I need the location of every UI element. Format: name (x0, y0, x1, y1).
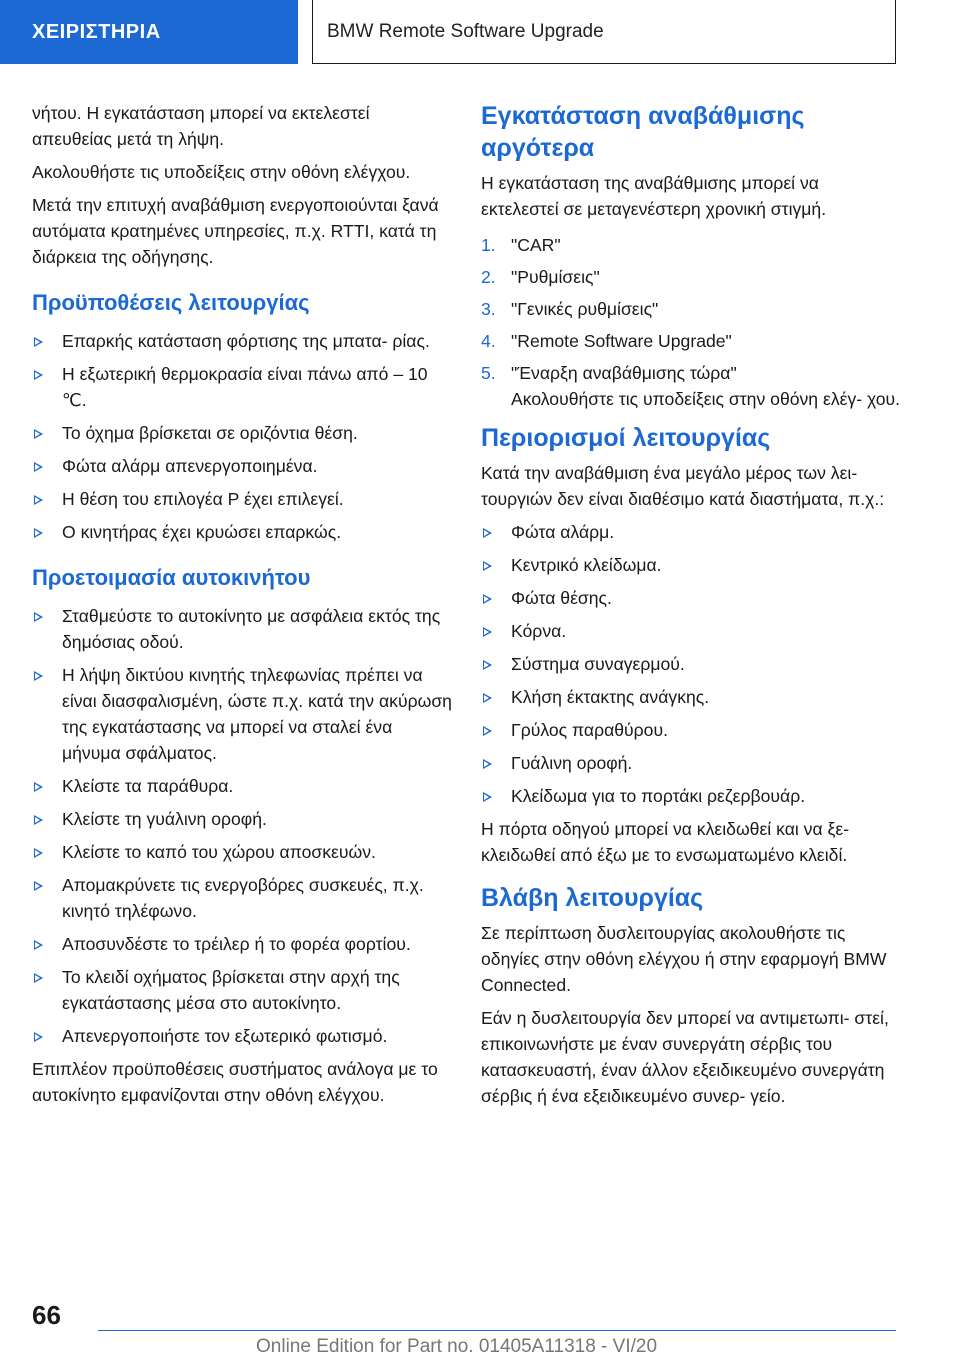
list-item-text: Η θέση του επιλογέα P έχει επιλεγεί. (62, 489, 344, 509)
list-item (32, 964, 452, 1016)
list-item-text: Κόρνα. (511, 621, 567, 641)
list-item-text: Απομακρύνετε τις ενεργοβόρες συσκευές, π.χ. κινητό τηλέφωνο. (62, 875, 424, 921)
header-title-box (312, 0, 896, 64)
list-item-text: Φώτα αλάρμ. (511, 522, 615, 542)
triangle-bullet-icon (483, 693, 492, 703)
triangle-bullet-icon (483, 726, 492, 736)
step-number: 1. (481, 235, 496, 255)
list-item (481, 651, 901, 677)
intro-paragraph-2: Ακολουθήστε τις υποδείξεις στην οθόνη ελέγχου. (32, 162, 411, 182)
step-text: "Γενικές ρυθμίσεις" (511, 299, 659, 319)
list-item (32, 486, 452, 512)
triangle-bullet-icon (483, 792, 492, 802)
step-number: 5. (481, 363, 496, 383)
step-number: 3. (481, 299, 496, 319)
fault-heading: Βλάβη λειτουργίας (481, 884, 704, 912)
list-item (32, 931, 452, 957)
triangle-bullet-icon (34, 370, 43, 380)
install-later-text: Η εγκατάσταση της αναβάθμισης μπορεί να εκτελεστεί σε μεταγενέστερη χρονική στιγμή. (481, 173, 827, 219)
triangle-bullet-icon (483, 759, 492, 769)
intro-paragraph-3: Μετά την επιτυχή αναβάθμιση ενεργοποιούνται ξανά αυτόματα κρατημένες υπηρεσίες, π.χ. RTTI, κατά τη διάρκεια της οδήγησης. (32, 195, 439, 267)
list-item (481, 750, 901, 776)
list-item-text: Το κλειδί οχήματος βρίσκεται στην αρχή της εγκατάστασης μέσα στο αυτοκίνητο. (62, 967, 400, 1013)
list-item-text: Σταθμεύστε το αυτοκίνητο με ασφάλεια εκτός της δημόσιας οδού. (62, 606, 441, 652)
step-text: "CAR" (511, 235, 561, 255)
list-item-text: Αποσυνδέστε το τρέιλερ ή το φορέα φορτίου. (62, 934, 411, 954)
prerequisites-heading: Προϋποθέσεις λειτουργίας (32, 290, 310, 315)
list-item (481, 717, 901, 743)
list-item-text: Κλείστε το καπό του χώρου αποσκευών. (62, 842, 376, 862)
step-number: 2. (481, 267, 496, 287)
list-item-text: Το όχημα βρίσκεται σε οριζόντια θέση. (62, 423, 358, 443)
fault-paragraph-2: Εάν η δυσλειτουργία δεν μπορεί να αντιμετωπι‐ στεί, επικοινωνήστε με έναν συνεργάτη σέρβις του κατασκευαστή, έναν άλλον εξειδικευμένο συνεργάτη σέρβις ή ένα εξειδικευμένο συνερ‐ γείο. (481, 1008, 889, 1106)
step-text: "Έναρξη αναβάθμισης τώρα" (511, 363, 737, 383)
list-item (481, 585, 901, 611)
right-column (481, 100, 901, 1116)
limitations-list (481, 519, 901, 809)
header-title: BMW Remote Software Upgrade (327, 20, 604, 42)
triangle-bullet-icon (483, 561, 492, 571)
list-item (32, 603, 452, 655)
list-item-text: Η λήψη δικτύου κινητής τηλεφωνίας πρέπει να είναι διασφαλισμένη, ώστε π.χ. κατά την ακύρωση της εγκατάστασης να μπορεί να σταλεί ένα μήνυμα σφάλματος. (62, 665, 452, 763)
step-text: "Ρυθμίσεις" (511, 267, 600, 287)
fault-paragraph-1: Σε περίπτωση δυσλειτουργίας ακολουθήστε τις οδηγίες στην οθόνη ελέγχου ή στην εφαρμογή BMW Connected. (481, 923, 887, 995)
page-number: 66 (32, 1300, 61, 1330)
step-item (481, 264, 901, 290)
list-item-text: Κλείστε τα παράθυρα. (62, 776, 234, 796)
list-item (32, 839, 452, 865)
list-item (32, 773, 452, 799)
limitations-heading: Περιορισμοί λειτουργίας (481, 424, 771, 452)
triangle-bullet-icon (34, 815, 43, 825)
triangle-bullet-icon (34, 429, 43, 439)
list-item (32, 420, 452, 446)
triangle-bullet-icon (34, 1032, 43, 1042)
step-item (481, 232, 901, 258)
list-item-text: Κλήση έκτακτης ανάγκης. (511, 687, 710, 707)
triangle-bullet-icon (483, 528, 492, 538)
footer-edition: Online Edition for Part no. 01405A11318 - VI/20 (256, 1336, 658, 1357)
list-item (32, 328, 452, 354)
limitations-text: Κατά την αναβάθμιση ένα μεγάλο μέρος των λει‐ τουργιών δεν είναι διαθέσιμο κατά διαστήματα, π.χ.: (481, 463, 885, 509)
intro-paragraph-1: νήτου. Η εγκατάσταση μπορεί να εκτελεστεί απευθείας μετά τη λήψη. (32, 103, 370, 149)
list-item (32, 361, 452, 413)
install-steps-list (481, 232, 901, 412)
list-item (32, 453, 452, 479)
list-item-text: Επαρκής κατάσταση φόρτισης της μπατα‐ ρίας. (62, 331, 430, 351)
step-item (481, 296, 901, 322)
step-item (481, 328, 901, 354)
list-item-text: Φώτα θέσης. (511, 588, 612, 608)
vehicle-prep-list (32, 603, 452, 1049)
triangle-bullet-icon (34, 495, 43, 505)
limitations-outro: Η πόρτα οδηγού μπορεί να κλειδωθεί και να ξε‐ κλειδωθεί από έξω με το ενσωματωμένο κλειδί. (481, 819, 850, 865)
list-item (32, 1023, 452, 1049)
list-item-text: Σύστημα συναγερμού. (511, 654, 685, 674)
list-item (32, 806, 452, 832)
list-item-text: Απενεργοποιήστε τον εξωτερικό φωτισμό. (62, 1026, 388, 1046)
list-item (32, 872, 452, 924)
triangle-bullet-icon (34, 848, 43, 858)
vehicle-prep-outro: Επιπλέον προϋποθέσεις συστήματος ανάλογα με το αυτοκίνητο εμφανίζονται στην οθόνη ελέγχου. (32, 1059, 438, 1105)
list-item (481, 519, 901, 545)
vehicle-prep-heading: Προετοιμασία αυτοκινήτου (32, 565, 311, 590)
list-item-text: Κλείστε τη γυάλινη οροφή. (62, 809, 267, 829)
step-number: 4. (481, 331, 496, 351)
step-item (481, 360, 901, 412)
list-item (481, 684, 901, 710)
triangle-bullet-icon (34, 612, 43, 622)
step-text: "Remote Software Upgrade" (511, 331, 732, 351)
list-item-text: Κεντρικό κλείδωμα. (511, 555, 662, 575)
header-section-tab (0, 0, 298, 64)
triangle-bullet-icon (34, 671, 43, 681)
list-item (481, 618, 901, 644)
step-followup-text: Ακολουθήστε τις υποδείξεις στην οθόνη ελέγ‐ χου. (511, 389, 901, 409)
triangle-bullet-icon (34, 940, 43, 950)
triangle-bullet-icon (34, 973, 43, 983)
list-item (481, 552, 901, 578)
footer-divider (98, 1330, 896, 1331)
list-item-text: Γρύλος παραθύρου. (511, 720, 668, 740)
list-item-text: Γυάλινη οροφή. (511, 753, 633, 773)
triangle-bullet-icon (483, 594, 492, 604)
triangle-bullet-icon (34, 337, 43, 347)
prerequisites-list (32, 328, 452, 545)
list-item (32, 519, 452, 545)
left-column (32, 100, 452, 1115)
triangle-bullet-icon (34, 462, 43, 472)
list-item-text: Η εξωτερική θερμοκρασία είναι πάνω από – 10 ℃. (62, 364, 428, 410)
list-item (481, 783, 901, 809)
header-section-label: ΧΕΙΡΙΣΤΗΡΙΑ (32, 20, 161, 43)
triangle-bullet-icon (34, 881, 43, 891)
triangle-bullet-icon (34, 528, 43, 538)
install-later-heading: Εγκατάσταση αναβάθμισης αργότερα (481, 102, 805, 162)
list-item (32, 662, 452, 766)
triangle-bullet-icon (483, 660, 492, 670)
triangle-bullet-icon (483, 627, 492, 637)
triangle-bullet-icon (34, 782, 43, 792)
list-item-text: Φώτα αλάρμ απενεργοποιημένα. (62, 456, 318, 476)
list-item-text: Κλείδωμα για το πορτάκι ρεζερβουάρ. (511, 786, 806, 806)
list-item-text: Ο κινητήρας έχει κρυώσει επαρκώς. (62, 522, 342, 542)
